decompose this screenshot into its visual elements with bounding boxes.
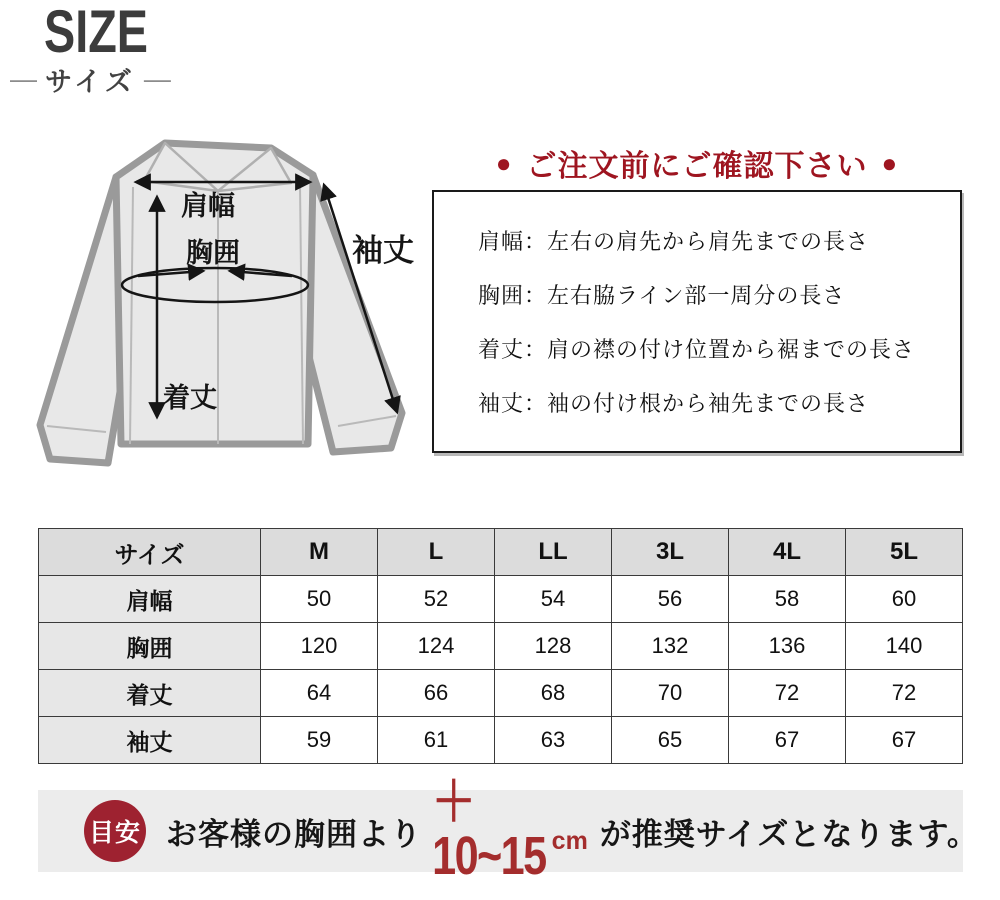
- size-value: 56: [612, 576, 729, 623]
- size-value: 140: [846, 623, 963, 670]
- guide-unit: cm: [551, 827, 588, 855]
- size-value: 59: [261, 717, 378, 764]
- definition-desc: 袖の付け根から袖先までの長さ: [547, 391, 870, 416]
- size-value: 68: [495, 670, 612, 717]
- definition-term: 袖丈: [478, 391, 525, 416]
- size-value: 58: [729, 576, 846, 623]
- size-value: 120: [261, 623, 378, 670]
- guide-badge: [84, 800, 146, 862]
- chest-label: 胸囲: [186, 238, 240, 268]
- definition-separator: ：: [524, 337, 548, 362]
- notice-heading: [432, 143, 962, 183]
- definition-term: 胸囲: [478, 283, 525, 308]
- size-value: 67: [846, 717, 963, 764]
- definition-separator: ：: [524, 229, 548, 254]
- definition-sleeve: [478, 387, 950, 418]
- table-row-shoulder: [39, 576, 963, 623]
- size-value: 66: [378, 670, 495, 717]
- size-value: 124: [378, 623, 495, 670]
- size-value: 70: [612, 670, 729, 717]
- row-label: 肩幅: [39, 576, 261, 623]
- guide-badge-label: 目安: [88, 819, 141, 847]
- row-label: 胸囲: [39, 623, 261, 670]
- guide-text-before: お客様の胸囲より: [166, 816, 422, 852]
- table-row-sleeve: [39, 717, 963, 764]
- definition-separator: ：: [524, 391, 548, 416]
- size-value: 65: [612, 717, 729, 764]
- definition-desc: 肩の襟の付け位置から裾までの長さ: [547, 337, 916, 362]
- definition-term: 肩幅: [478, 229, 525, 254]
- size-value: 54: [495, 576, 612, 623]
- page-subtitle: [10, 60, 171, 99]
- measurement-definitions-box: [432, 190, 962, 453]
- size-value: 72: [846, 670, 963, 717]
- row-label: 袖丈: [39, 717, 261, 764]
- size-value: 64: [261, 670, 378, 717]
- size-table-header-cell: サイズ: [39, 529, 261, 576]
- page-title: SIZE: [44, 0, 149, 65]
- size-table-header-cell: 3L: [612, 529, 729, 576]
- bullet-icon: ●: [495, 147, 513, 178]
- subtitle-dash-left: ―: [10, 64, 37, 94]
- size-table-header-cell: LL: [495, 529, 612, 576]
- size-value: 136: [729, 623, 846, 670]
- size-value: 128: [495, 623, 612, 670]
- size-value: 67: [729, 717, 846, 764]
- definition-desc: 左右の肩先から肩先までの長さ: [547, 229, 870, 254]
- size-value: 50: [261, 576, 378, 623]
- definition-length: [478, 333, 950, 364]
- definition-term: 着丈: [478, 337, 525, 362]
- definition-chest: [478, 279, 950, 310]
- sleeve-length-label: 袖丈: [352, 233, 414, 268]
- size-table-header-cell: L: [378, 529, 495, 576]
- table-row-length: [39, 670, 963, 717]
- guide-text-after: が推奨サイズとなります。: [599, 816, 979, 852]
- size-table-header-cell: 4L: [729, 529, 846, 576]
- bullet-icon: ●: [881, 147, 899, 178]
- size-table-header-row: [39, 529, 963, 576]
- definition-separator: ：: [524, 283, 548, 308]
- definition-desc: 左右脇ライン部一周分の長さ: [547, 283, 846, 308]
- notice-heading-text: ご注文前にご確認下さい: [526, 150, 868, 183]
- guide-highlight-value: ＋10~15: [432, 772, 546, 886]
- jacket-measurement-diagram: [20, 125, 420, 495]
- size-value: 132: [612, 623, 729, 670]
- row-label: 着丈: [39, 670, 261, 717]
- size-value: 52: [378, 576, 495, 623]
- subtitle-text: サイズ: [45, 67, 136, 97]
- body-length-label: 着丈: [163, 383, 217, 413]
- size-value: 63: [495, 717, 612, 764]
- definition-shoulder: [478, 225, 950, 256]
- recommendation-bar: [38, 772, 979, 886]
- subtitle-dash-right: ―: [143, 64, 171, 94]
- table-row-chest: [39, 623, 963, 670]
- size-table-header-cell: 5L: [846, 529, 963, 576]
- size-value: 72: [729, 670, 846, 717]
- size-value: 60: [846, 576, 963, 623]
- size-value: 61: [378, 717, 495, 764]
- size-table: [38, 528, 963, 764]
- size-table-header-cell: M: [261, 529, 378, 576]
- shoulder-width-label: 肩幅: [181, 191, 235, 221]
